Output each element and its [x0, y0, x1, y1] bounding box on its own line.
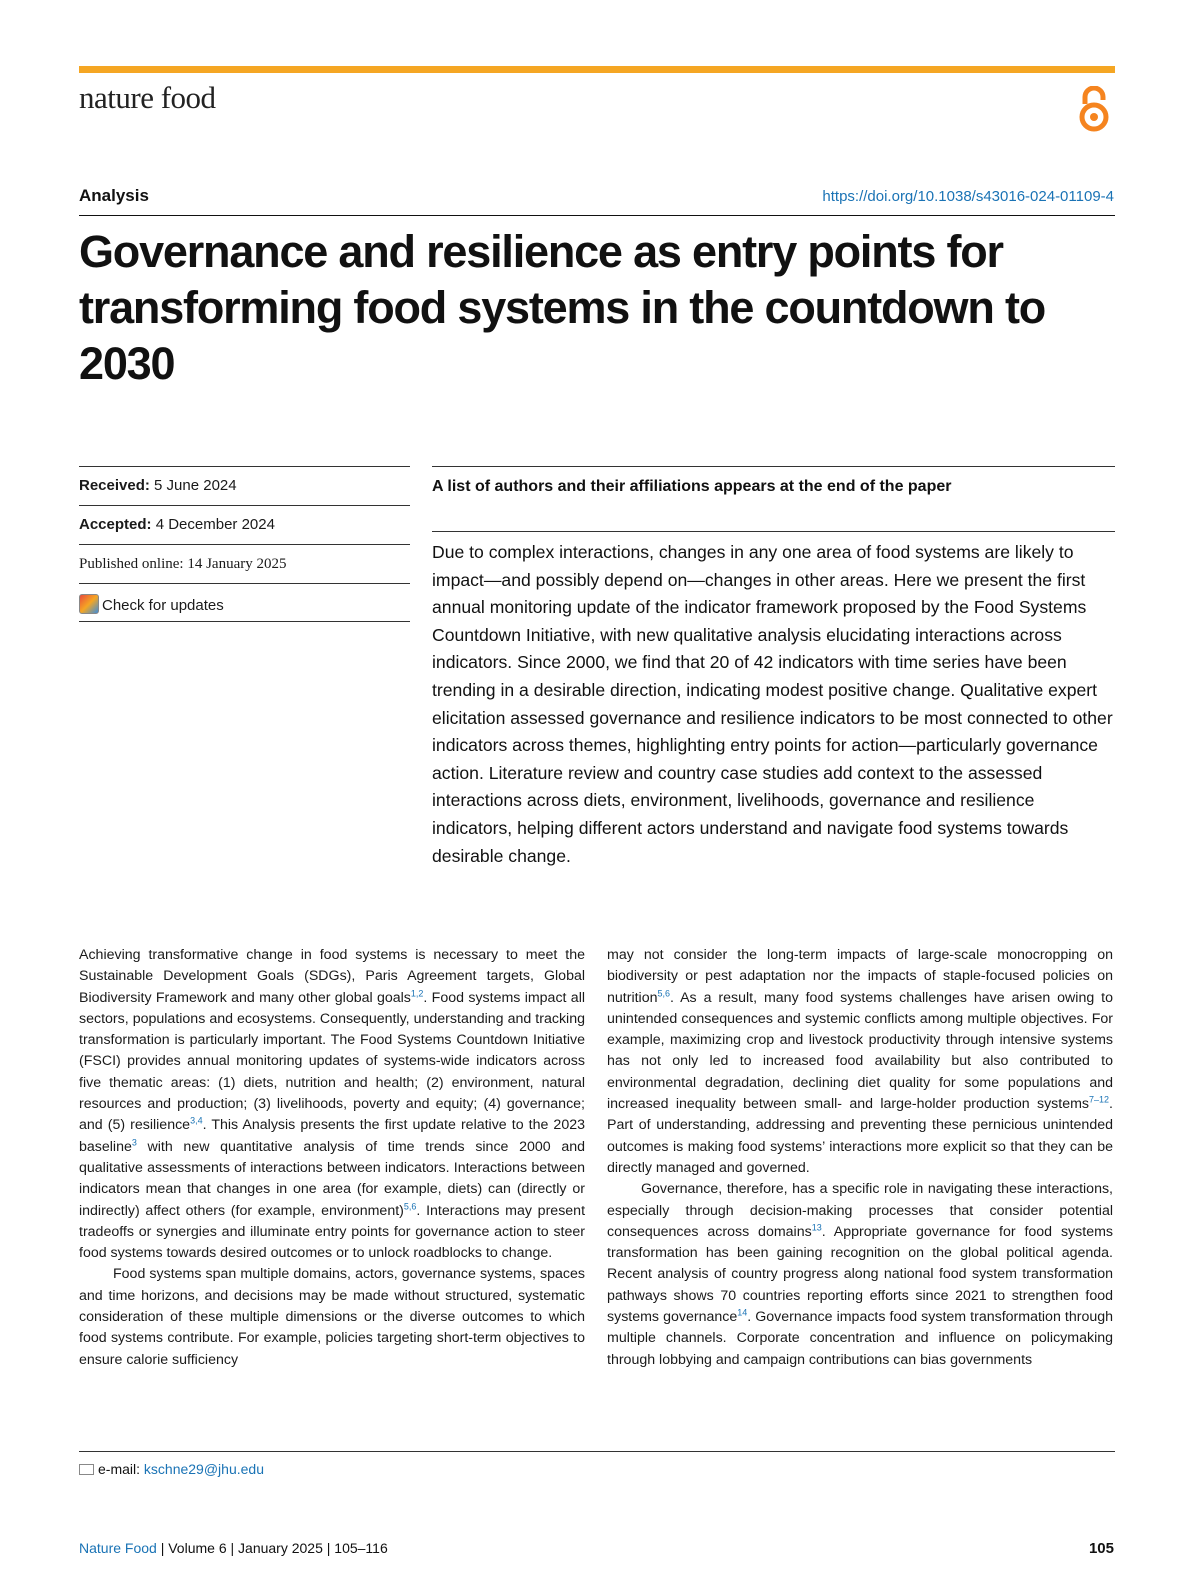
- citation-link[interactable]: 14: [737, 1307, 748, 1318]
- top-accent-bar: [79, 66, 1115, 73]
- divider: [79, 215, 1115, 216]
- published-date: Published online: 14 January 2025: [79, 544, 410, 583]
- divider: [432, 466, 1115, 467]
- received-date: Received: 5 June 2024: [79, 466, 410, 505]
- doi-link[interactable]: https://doi.org/10.1038/s43016-024-01109-4: [822, 188, 1114, 205]
- citation-link[interactable]: 13: [811, 1222, 822, 1233]
- correspondence-email: e-mail: kschne29@jhu.edu: [79, 1461, 264, 1477]
- citation-link[interactable]: 5,6: [657, 987, 670, 998]
- paragraph: may not consider the long-term impacts of large-scale monocropping on biodiversity or pest adaptation nor the impacts of staple-focused policies on nutrition$^{5,6}$. As a result, many food systems challenges have arisen owing to unintended consequences and systemic conflicts among multiple objectives. For example, maximizing crop and livestock productivity through intensive systems has not only led to increased food availability but also contributed to environmental degradation, declining diet quality for some populations and increased inequality between small- and large-holder production systems$^{7-12}$. Part of understanding, addressing and preventing these pernicious unintended outcomes is making food systems’ interactions more explicit so that they can be directly managed and governed.: [607, 947, 1113, 1176]
- citation-link[interactable]: 1,2: [410, 987, 424, 998]
- paragraph: Achieving transformative change in food systems is necessary to meet the Sustainable Development Goals (SDGs), Paris Agreement targets, Global Biodiversity Framework and many other global goals$^{1,2}$. Food systems impact all sectors, populations and ecosystems. Consequently, understanding and tracking transformation is particularly important. The Food Systems Countdown Initiative (FSCI) provides annual monitoring updates of systems-wide indicators across five thematic areas: (1) diets, nutrition and health; (2) environment, natural resources and production; (3) livelihoods, poverty and equity; (4) governance; and (5) resilience$^{3,4}$. This Analysis presents the first update relative to the 2023 baseline$^3$ with new quantitative analysis of time trends since 2000 and qualitative assessments of interactions between indicators. Interactions between indicators mean that changes in one area (for example, diets) can (directly or indirectly) affect others (for example, environment)$^{5,6}$. Interactions may present tradeoffs or synergies and illuminate entry points for governance action to steer food systems towards desired outcomes or to unlock roadblocks to change.: [79, 947, 586, 1262]
- journal-logo[interactable]: nature food: [79, 80, 216, 115]
- body-column-right: [607, 945, 1113, 1371]
- divider: [432, 531, 1115, 532]
- check-for-updates[interactable]: Check for updates: [79, 583, 410, 622]
- citation-link[interactable]: 3,4: [190, 1115, 203, 1126]
- mail-icon: [79, 1464, 94, 1475]
- authors-note: A list of authors and their affiliations appears at the end of the paper: [432, 478, 952, 495]
- accepted-date: Accepted: 4 December 2024: [79, 505, 410, 544]
- paragraph: Governance, therefore, has a specific role in navigating these interactions, especially through decision-making processes that consider potential consequences across domains$^{13}$. Appropriate governance for food systems transformation has been gaining recognition on the global political agenda. Recent analysis of country progress along national food system transformation pathways shows 70 countries reporting efforts since 2021 to strengthen food systems governance$^{14}$. Governance impacts food system transformation through multiple channels. Corporate concentration and influence on policymaking through lobbying and campaign contributions can bias governments: [607, 1181, 1113, 1368]
- page-number: 105: [1088, 1540, 1114, 1557]
- body-column-left: [79, 945, 585, 1371]
- footer-journal-link[interactable]: Nature Food: [79, 1540, 157, 1556]
- divider: [79, 1451, 1115, 1452]
- email-link[interactable]: kschne29@jhu.edu: [143, 1461, 264, 1477]
- abstract: Due to complex interactions, changes in any one area of food systems are likely to impact—and possibly depend on—changes in other areas. Here we present the first annual monitoring update of the indicator framework proposed by the Food Systems Countdown Initiative, with new qualitative analysis elucidating interactions across indicators. Since 2000, we find that 20 of 42 indicators with time series have been trending in a desirable direction, indicating modest positive change. Qualitative expert elicitation assessed governance and resilience indicators to be most connected to other indicators across themes, highlighting entry points for action—particularly governance action. Literature review and country case studies add context to the assessed interactions across diets, environment, livelihoods, governance and resilience indicators, helping different actors understand and navigate food systems towards desirable change.: [432, 542, 1113, 866]
- check-updates-icon: [79, 594, 99, 614]
- footer-citation: Nature Food | Volume 6 | January 2025 | 105–116: [79, 1540, 388, 1556]
- article-type: Analysis: [79, 186, 149, 205]
- paragraph: Food systems span multiple domains, actors, governance systems, spaces and time horizons, and decisions may be made without structured, systematic consideration of these multiple dimensions or the diverse outcomes to which food systems contribute. For example, policies targeting short-term objectives to ensure calorie sufficiency: [79, 1266, 585, 1368]
- citation-link[interactable]: 5,6: [403, 1200, 417, 1211]
- open-access-icon[interactable]: [1076, 86, 1112, 132]
- article-dates: [79, 466, 410, 622]
- citation-link[interactable]: 7–12: [1089, 1094, 1110, 1105]
- article-title: Governance and resilience as entry points for transforming food systems in the countdown to 2030: [79, 226, 1046, 389]
- citation-link[interactable]: 3: [131, 1136, 137, 1147]
